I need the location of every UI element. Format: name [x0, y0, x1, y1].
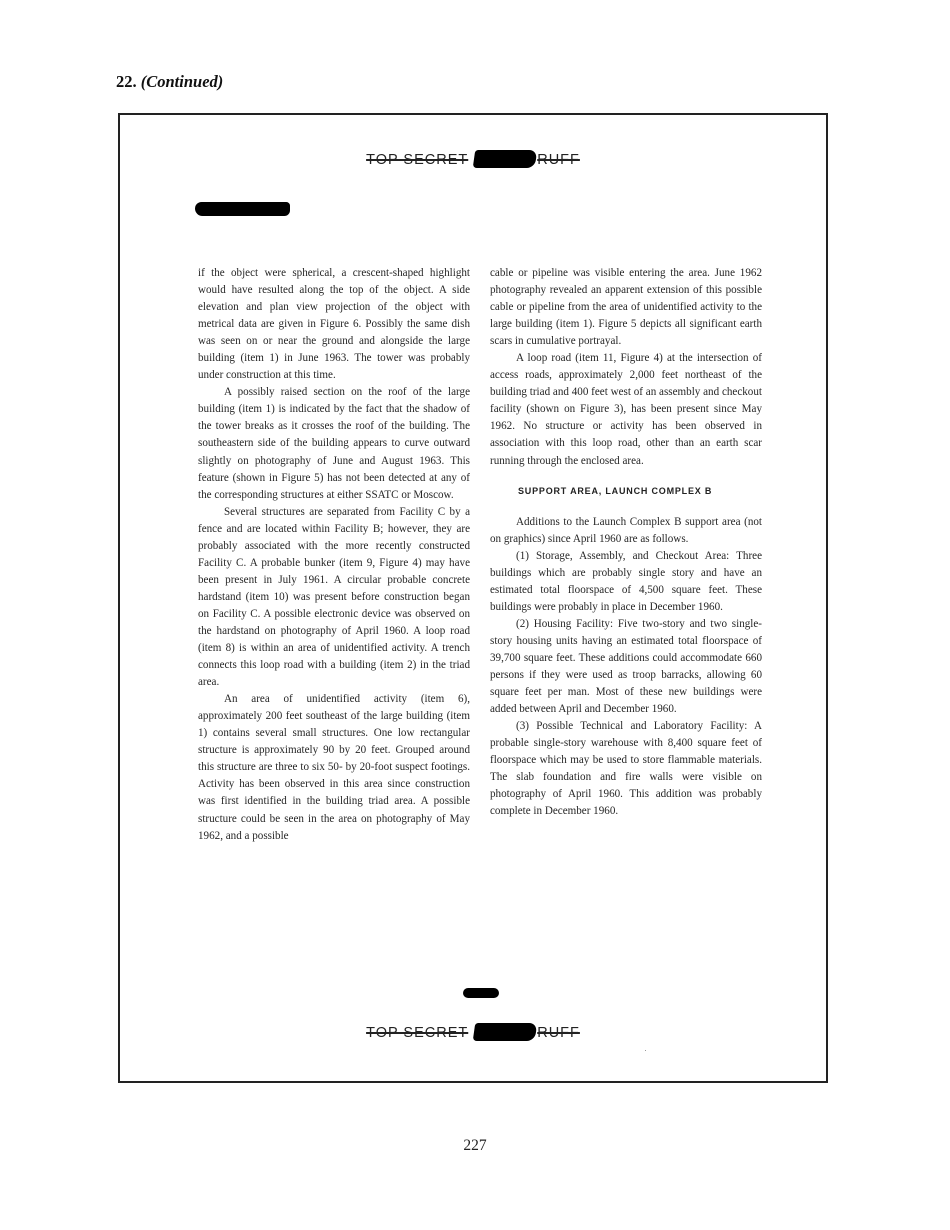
classification-banner-top [120, 150, 826, 168]
document-frame [118, 113, 828, 1083]
scan-speck [645, 1050, 646, 1051]
section-title [116, 72, 223, 92]
redaction-bar [473, 1023, 538, 1041]
paragraph: (1) Storage, Assembly, and Checkout Area: Three buildings which are probably single story and have an estimated total floorspace of 4,500 square feet. These buildings were probably in place in December 1960. [490, 549, 762, 613]
left-column [198, 265, 470, 845]
section-continued: (Continued) [140, 72, 224, 91]
paragraph: (2) Housing Facility: Five two-story and two single-story housing units having an estimated total floorspace of 39,700 square feet. These additions could accommodate 660 persons if they were used as troop barracks, allowing 60 square feet per man. Most of these new buildings were added between April and December 1960. [490, 617, 762, 716]
paragraph: Additions to the Launch Complex B support area (not on graphics) since April 1960 are as follows. [490, 515, 762, 545]
redaction-mark-lower [463, 988, 499, 998]
page-number: 227 [463, 1137, 487, 1154]
paragraph: (3) Possible Technical and Laboratory Facility: A probable single-story warehouse with 8,400 square feet of floorspace which may be used to store flammable materials. The slab foundation and fire walls were visible on photography of April 1960. This addition was probably complete in December 1960. [490, 720, 762, 818]
redaction-bar [473, 150, 538, 168]
classification-codeword: RUFF [537, 152, 580, 168]
paragraph: if the object were spherical, a crescent-shaped highlight would have resulted along the top of the object. A side elevation and plan view projection of the object with metrical data are given in Figure 6. Possibly the same dish was seen on or near the ground and alongside the large building (item 1) in June 1963. The tower was probably under construction at this time. [198, 267, 470, 382]
subsection-heading: SUPPORT AREA, LAUNCH COMPLEX B [518, 485, 713, 496]
classification-top-secret: TOP SECRET [366, 1025, 469, 1041]
section-number: 22. [116, 72, 137, 91]
paragraph: cable or pipeline was visible entering the area. June 1962 photography revealed an apparent extension of this possible cable or pipeline from the area of unidentified activity to the large building (item 1). Figure 5 depicts all significant earth scars in cumulative portrayal. [490, 267, 762, 348]
classification-banner-bottom [120, 1023, 826, 1041]
paragraph: A loop road (item 11, Figure 4) at the intersection of access roads, approximately 2,000 feet northeast of the building triad and 400 feet west of an assembly and checkout facility (shown on Figure 3), has been present since May 1962. No structure or activity has been observed in association with this loop road, other than an earth scar running through the enclosed area. [490, 352, 762, 467]
paragraph: A possibly raised section on the roof of the large building (item 1) is indicated by the fact that the shadow of the tower breaks as it crosses the roof of the building. The southeastern side of the building appears to curve outward slightly on photography of June and August 1963. This feature (shown in Figure 5) has not been detected at any of the corresponding structures at either SSATC or Moscow. [198, 386, 470, 501]
paragraph: An area of unidentified activity (item 6), approximately 200 feet southeast of the large building (item 1) contains several small structures. One low rectangular structure is approximately 90 by 20 feet. Grouped around this structure are three to six 50- by 20-foot suspect footings. Activity has been observed in this area since construction was first identified in the building triad area. A possible structure could be seen in the area on photography of May 1962, and a possible [198, 693, 470, 842]
paragraph: Several structures are separated from Facility C by a fence and are located within Facility B; however, they are probably associated with the more recently constructed Facility C. A probable bunker (item 9, Figure 4) may have been present in July 1961. A circular probable concrete hardstand (item 10) was present before construction began on Facility C. A possible electronic device was observed on the hardstand on photography of April 1960. A loop road (item 8) is within an area of unidentified activity. A trench connects this loop road with a building (item 2) in the triad area. [198, 505, 470, 689]
classification-codeword: RUFF [537, 1025, 580, 1041]
right-column [490, 265, 762, 820]
classification-top-secret: TOP SECRET [366, 152, 469, 168]
redaction-mark-upper [195, 202, 290, 216]
